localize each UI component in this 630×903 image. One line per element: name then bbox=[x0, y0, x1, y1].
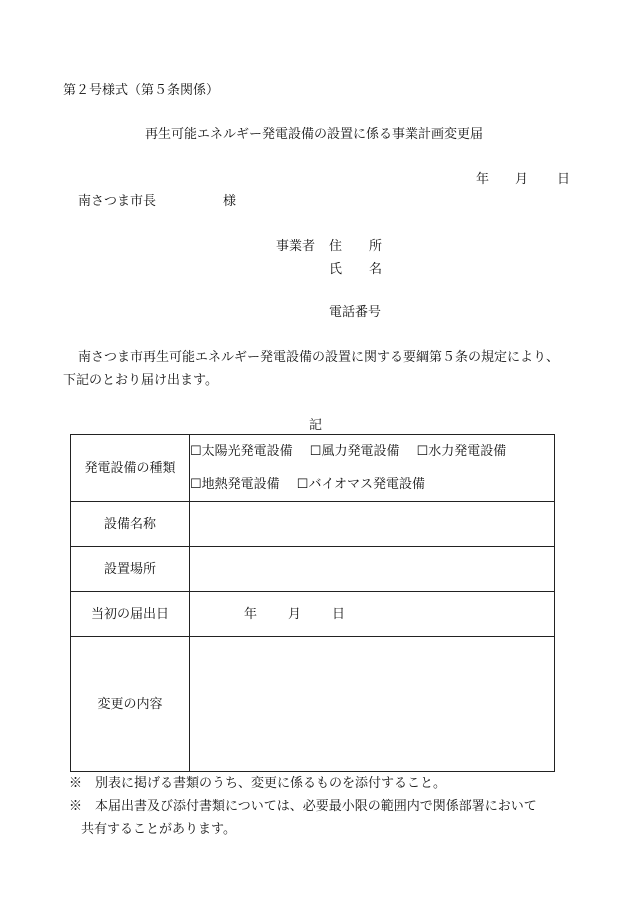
change-content-label: 変更の内容 bbox=[71, 637, 190, 772]
checkbox-wind[interactable]: ☐風力発電設備 bbox=[309, 444, 400, 459]
row-location bbox=[71, 547, 555, 592]
initial-date-year: 年 bbox=[244, 606, 258, 622]
checkbox-solar[interactable]: ☐太陽光発電設備 bbox=[190, 444, 293, 459]
row-facility-type bbox=[71, 435, 555, 502]
row-facility-name bbox=[71, 502, 555, 547]
note-2-continuation: 共有することがあります。 bbox=[81, 822, 236, 837]
location-field[interactable] bbox=[190, 547, 555, 592]
address-label-char2: 所 bbox=[369, 239, 383, 254]
initial-date-label: 当初の届出日 bbox=[71, 592, 190, 637]
note-2: ※ 本届出書及び添付書類については、必要最小限の範囲内で関係部署において bbox=[69, 799, 537, 814]
ki-heading: 記 bbox=[309, 418, 323, 433]
document-title: 再生可能エネルギー発電設備の設置に係る事業計画変更届 bbox=[145, 127, 484, 142]
initial-date-month: 月 bbox=[288, 606, 302, 622]
checkbox-biomass[interactable]: ☐バイオマス発電設備 bbox=[296, 477, 426, 492]
change-content-field[interactable] bbox=[190, 637, 555, 772]
applicant-label: 事業者 bbox=[276, 239, 316, 254]
note-1: ※ 別表に掲げる書類のうち、変更に係るものを添付すること。 bbox=[69, 776, 447, 791]
checkbox-hydro[interactable]: ☐水力発電設備 bbox=[416, 444, 507, 459]
body-text-line1: 南さつま市再生可能エネルギー発電設備の設置に関する要綱第５条の規定により、 bbox=[78, 350, 560, 365]
name-label-char2: 名 bbox=[369, 262, 383, 277]
facility-name-field[interactable] bbox=[190, 502, 555, 547]
details-table bbox=[70, 434, 555, 772]
body-text-line2: 下記のとおり届け出ます。 bbox=[63, 373, 218, 388]
date-month-label: 月 bbox=[515, 172, 529, 187]
location-label: 設置場所 bbox=[71, 547, 190, 592]
facility-type-options bbox=[190, 435, 555, 502]
facility-type-label: 発電設備の種類 bbox=[71, 435, 190, 502]
addressee-name: 南さつま市長 bbox=[78, 194, 157, 209]
date-year-label: 年 bbox=[476, 172, 490, 187]
facility-type-row2 bbox=[190, 478, 554, 491]
initial-date-field[interactable] bbox=[190, 592, 555, 637]
checkbox-geothermal[interactable]: ☐地熱発電設備 bbox=[190, 477, 280, 492]
phone-label: 電話番号 bbox=[329, 305, 382, 320]
facility-type-row1 bbox=[190, 445, 554, 458]
address-label-char1: 住 bbox=[329, 239, 343, 254]
date-day-label: 日 bbox=[557, 172, 571, 187]
row-change-content bbox=[71, 637, 555, 772]
addressee-honorific: 様 bbox=[223, 194, 237, 209]
facility-name-label: 設備名称 bbox=[71, 502, 190, 547]
row-initial-date bbox=[71, 592, 555, 637]
initial-date-day: 日 bbox=[332, 606, 346, 622]
form-number: 第２号様式（第５条関係） bbox=[63, 83, 220, 98]
name-label-char1: 氏 bbox=[329, 262, 343, 277]
